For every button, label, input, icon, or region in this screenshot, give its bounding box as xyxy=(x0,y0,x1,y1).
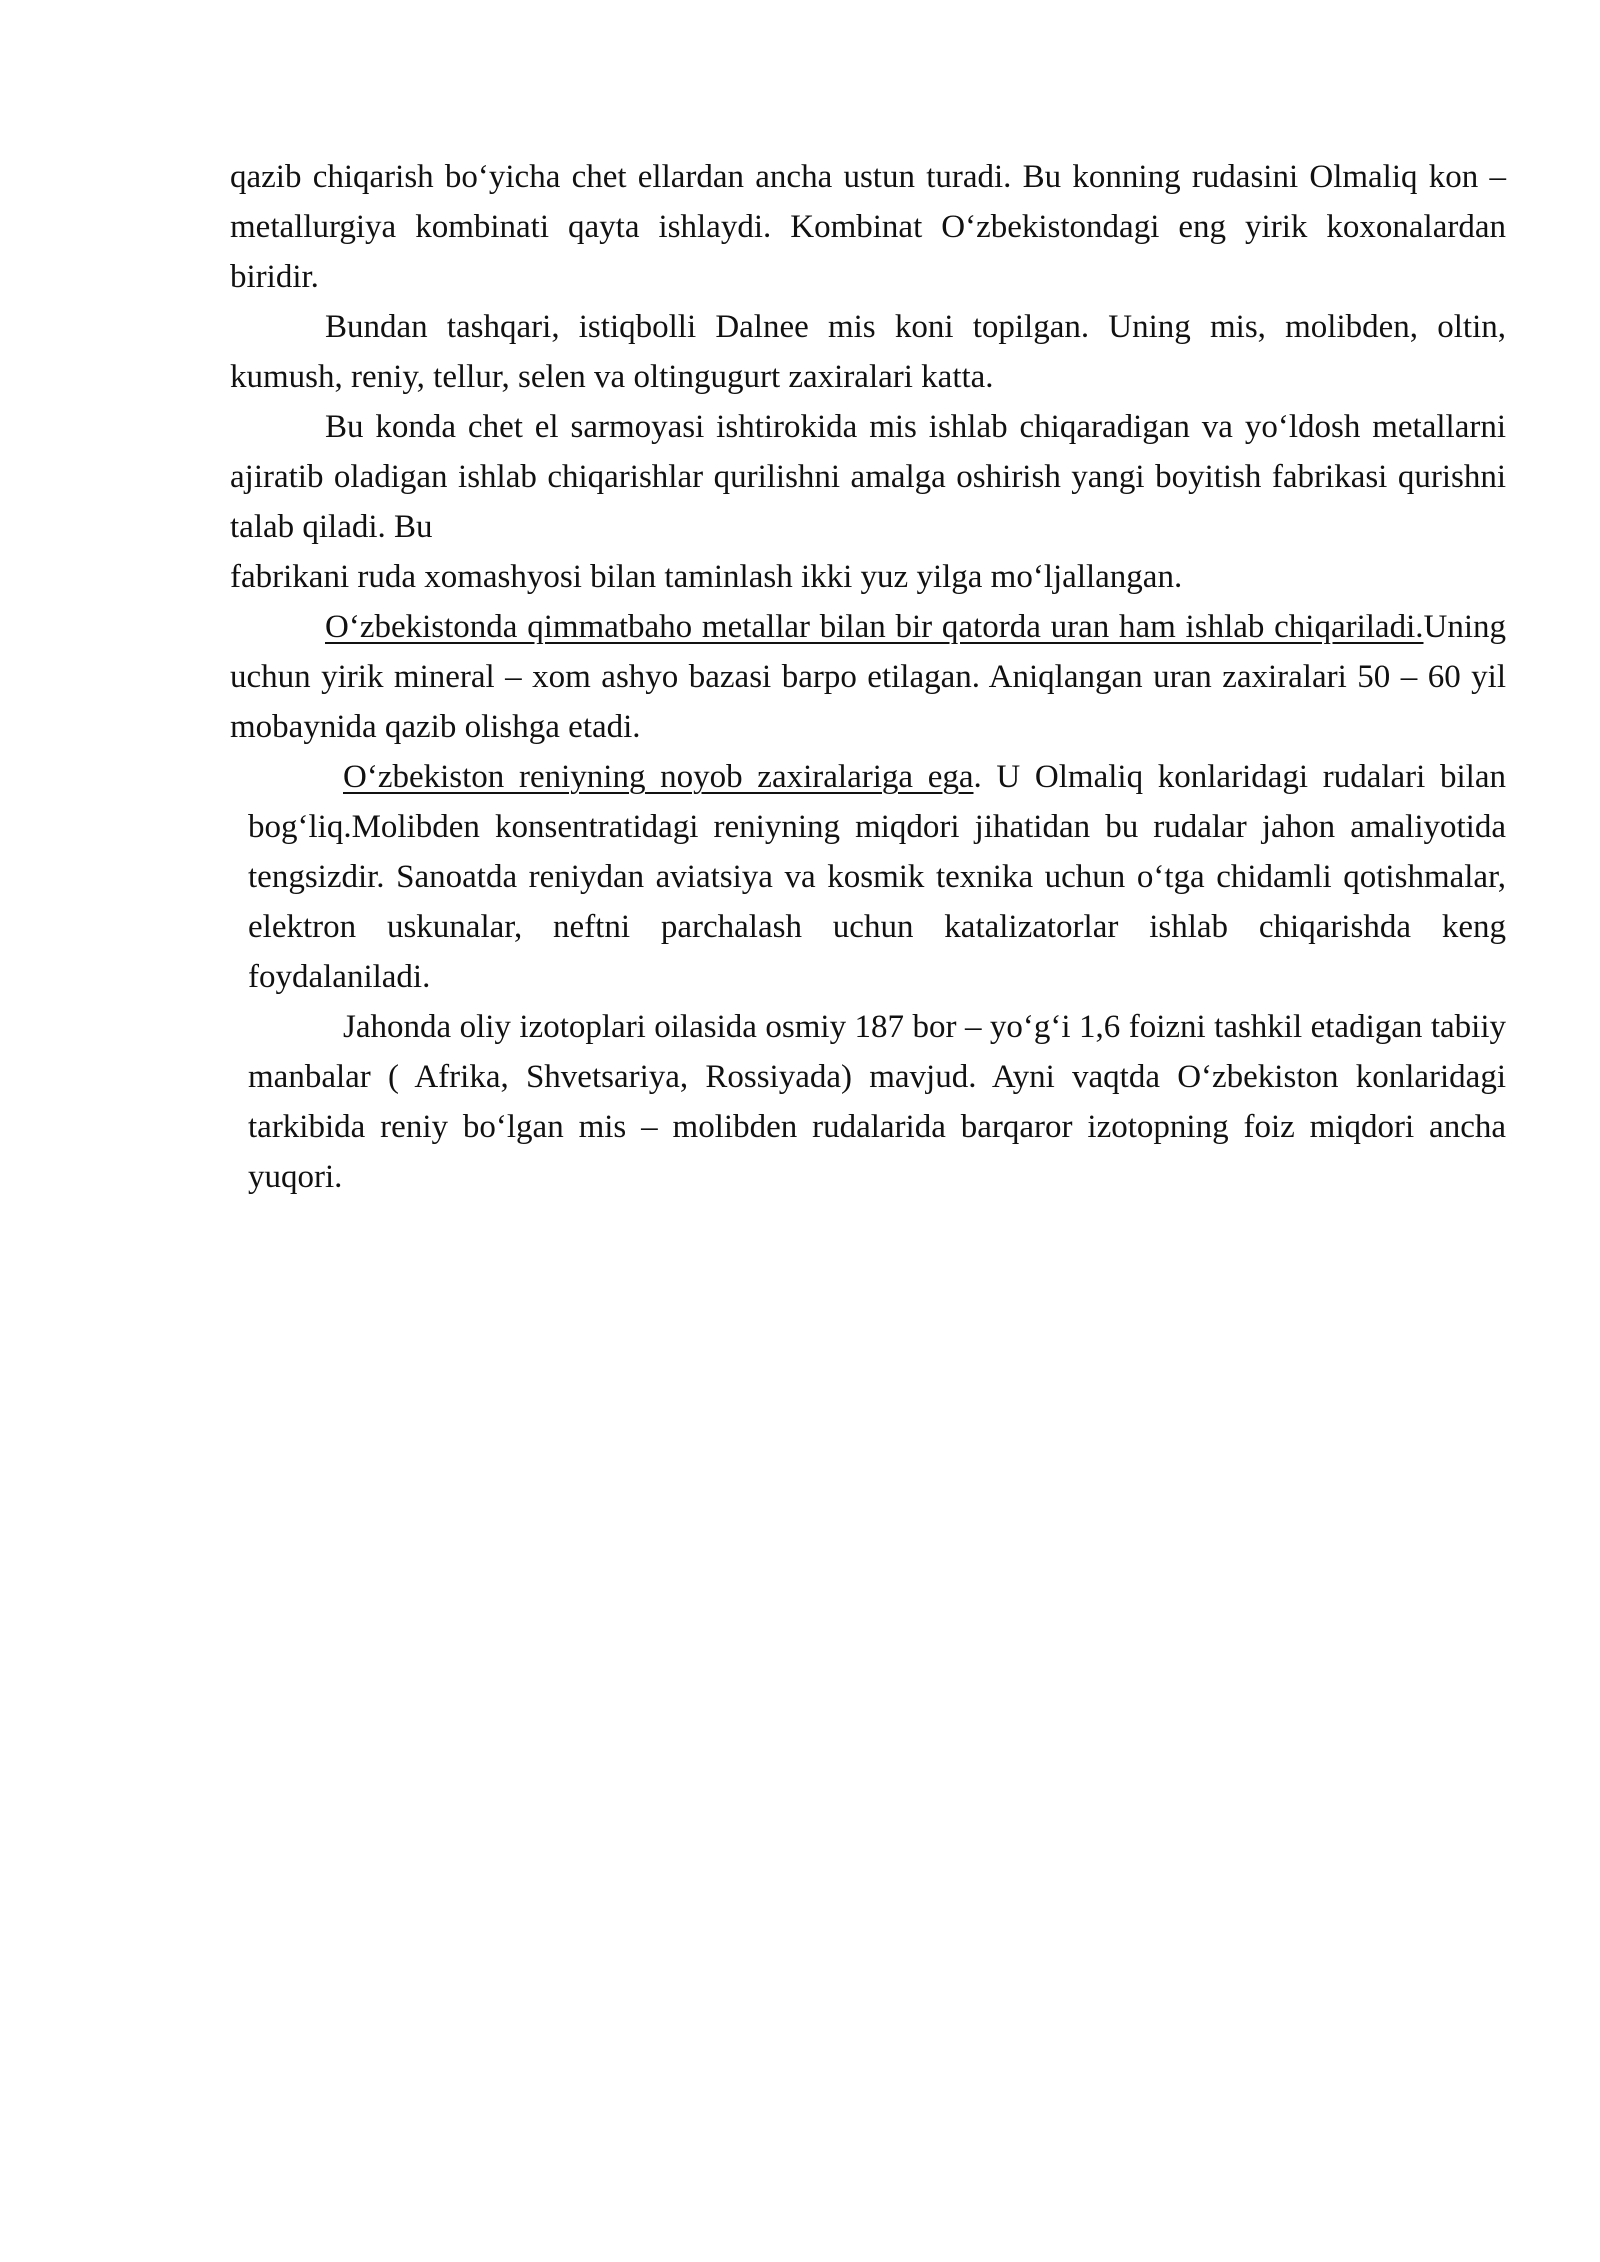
uranium-underlined-text: O‘zbekistonda qimmatbaho metallar bilan bir qatorda uran ham ishlab chiqariladi. xyxy=(325,609,1424,645)
paragraph-investment: Bu konda chet el sarmoyasi ishtirokida mis ishlab chiqaradigan va yo‘ldosh metallarni ajiratib oladigan ishlab chiqarishlar qurilishni amalga oshirish yangi boyitish fabrikasi qurishni talab qiladi. Bu xyxy=(230,409,1506,545)
paragraph-investment-cont: fabrikani ruda xomashyosi bilan taminlash ikki yuz yilga mo‘ljallangan. xyxy=(230,559,1183,595)
paragraph-uranium xyxy=(230,602,1506,752)
document-page xyxy=(230,152,1506,1202)
rhenium-underlined-text: O‘zbekiston reniyning noyob zaxiralariga ega xyxy=(343,759,974,795)
paragraph-rhenium xyxy=(248,752,1506,1002)
paragraph-continuation: qazib chiqarish bo‘yicha chet ellardan ancha ustun turadi. Bu konning rudasini Olmaliq kon – metallurgiya kombinati qayta ishlaydi. Kombinat O‘zbekistondagi eng yirik koxonalardan biridir. xyxy=(230,159,1506,295)
paragraph-osmium: Jahonda oliy izotoplari oilasida osmiy 187 bor – yo‘g‘i 1,6 foizni tashkil etadigan tabiiy manbalar ( Afrika, Shvetsariya, Rossiyada) mavjud. Ayni vaqtda O‘zbekiston konlaridagi tarkibida reniy bo‘lgan mis – molibden rudalarida barqaror izotopning foiz miqdori ancha yuqori. xyxy=(248,1009,1506,1195)
uranium-text: Uning uchun yirik mineral – xom ashyo bazasi barpo etilagan. Aniqlangan uran zaxiralari 50 – 60 yil mobaynida qazib olishga etadi. xyxy=(230,609,1506,745)
paragraph-dalnee: Bundan tashqari, istiqbolli Dalnee mis koni topilgan. Uning mis, molibden, oltin, kumush, reniy, tellur, selen va oltingugurt zaxiralari katta. xyxy=(230,309,1506,395)
rhenium-text: . U Olmaliq konlaridagi rudalari bilan bog‘liq.Molibden konsentratidagi reniyning miqdori jihatidan bu rudalar jahon amaliyotida tengsizdir. Sanoatda reniydan aviatsiya va kosmik texnika uchun o‘tga chidamli qotishmalar, elektron uskunalar, neftni parchalash uchun katalizatorlar ishlab chiqarishda keng foydalaniladi. xyxy=(248,759,1507,995)
